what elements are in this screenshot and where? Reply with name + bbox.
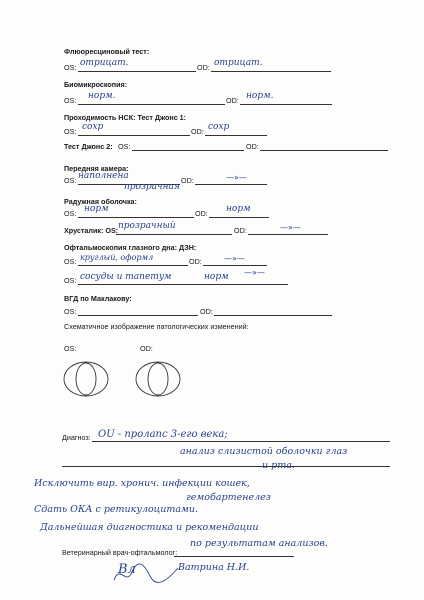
lens-title: Хрусталик: OS: [64,226,119,235]
iop-title: ВГД по Маклакову: [64,294,132,303]
bio-os-value: норм. [88,91,116,101]
nsk-title: Проходимость НСК: Тест Джонс 1: [64,113,187,122]
bio-od-value: норм. [246,91,274,101]
nsk-os-value: сохр [82,122,104,132]
jones2-title: Тест Джонс 2: [64,142,113,151]
diagnosis-text-1: OU - пролапс 3-его века; [98,429,228,440]
fundus-row1-od-line [203,265,267,266]
bio-os-line [78,104,225,105]
iris-os-value: норм [84,204,109,214]
lens-os-line [116,234,232,235]
bio-od-line [240,104,332,105]
fundus-row1-od-label: OD: [189,257,202,266]
signature-scribble [112,560,182,586]
doctor-line [174,556,294,557]
scheme-od-label: OD: [140,344,153,353]
anterior-title: Передняя камера: [64,164,129,173]
note-5: по результатам анализов. [190,538,328,549]
iop-od-label: OD: [200,307,213,316]
note-4: Дальнейшая диагностика и рекомендации [40,522,259,533]
anterior-os-value-2: прозрачная [124,182,180,192]
eye-diagram-os [62,360,112,400]
diagnosis-line-1 [92,441,390,442]
iris-od-label: OD: [195,209,208,218]
iris-title: Радужная оболочка: [64,197,137,206]
fluo-os-label: OS: [64,63,77,72]
diagnosis-text-3: и рта. [262,460,295,471]
iris-od-value: норм [226,204,251,214]
anterior-os-label: OS: [64,176,77,185]
lens-od-label: OD: [234,226,247,235]
fundus-row2-os-label: OS: [64,276,77,285]
diagnosis-label: Диагноз: [62,433,91,442]
bio-od-label: OD: [226,96,239,105]
fundus-row1-od-value: —»— [224,254,245,263]
doctor-signature: Вл [118,562,136,577]
fluo-os-line [78,71,196,72]
diagnosis-line-2 [62,466,390,467]
note-3: Сдать ОКА с ретикулоцитами. [34,504,199,515]
fundus-row2-os-value: сосуды и тапетум [80,272,172,282]
iris-os-line [78,217,194,218]
nsk-os-label: OS: [64,127,77,136]
fundus-row1-os-value: круглый, оформл [80,253,154,262]
fundus-row2-line [78,284,288,285]
fundus-row1-os-label: OS: [64,257,77,266]
nsk-od-value: сохр [208,122,230,132]
anterior-od-label: OD: [181,176,194,185]
jones2-od-label: OD: [246,142,259,151]
fundus-row2-od-value: норм [204,272,229,282]
anterior-od-value: —»— [226,173,247,182]
doctor-name: Ватрина Н.И. [178,562,250,573]
lens-od-line [248,234,328,235]
fundus-row2-od-dash: —»— [244,268,265,277]
jones2-os-label: OS: [118,142,131,151]
iris-os-label: OS: [64,209,77,218]
note-1: Исключить вир. хронич. инфекции кошек, [34,478,250,489]
nsk-os-line [78,135,190,136]
fundus-row1-os-line [78,265,188,266]
anterior-os-value-1: наполнена [78,171,129,181]
fundus-title: Офтальмоскопия глазного дна: ДЗН: [64,243,197,252]
anterior-od-line [195,184,267,185]
scheme-os-label: OS: [64,344,77,353]
fluo-os-value: отрицат. [80,58,129,68]
bio-os-label: OS: [64,96,77,105]
fluo-od-value: отрицат. [214,58,263,68]
fluo-od-line [211,71,331,72]
scheme-title: Схематичное изображение патологических изменений: [64,322,249,331]
iop-od-line [214,315,332,316]
diagnosis-text-2: анализ слизистой оболочки глаз [180,446,348,457]
nsk-od-line [205,135,267,136]
iop-os-label: OS: [64,307,77,316]
lens-os-value: прозрачный [118,221,176,231]
fluo-title: Флюоресциновый тест: [64,47,150,56]
iris-od-line [209,217,269,218]
doctor-label: Ветеринарный врач-офтальмолог: [62,548,178,557]
lens-od-value: —»— [280,223,301,232]
jones2-od-line [260,150,388,151]
eye-diagram-od [134,360,184,400]
jones2-os-line [132,150,244,151]
fluo-od-label: OD: [197,63,210,72]
nsk-od-label: OD: [191,127,204,136]
bio-title: Биомикроскопия: [64,80,128,89]
iop-os-line [78,315,198,316]
note-2: гемобартенелез [186,492,271,503]
